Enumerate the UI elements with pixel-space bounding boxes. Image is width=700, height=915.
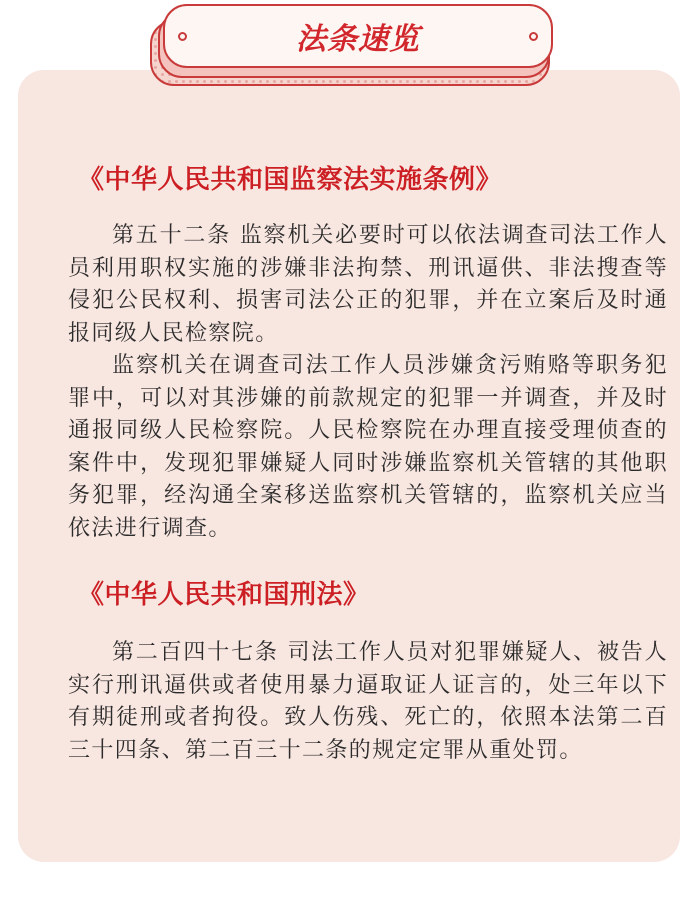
circle-dot-icon (529, 32, 538, 41)
page-title: 法条速览 (296, 22, 420, 57)
law-section-supervision-regulation (68, 160, 668, 545)
law-paragraph: 第二百四十七条 司法工作人员对犯罪嫌疑人、被告人实行刑讯逼供或者使用暴力逼取证人证言的，处三年以下有期徒刑或者拘役。致人伤残、死亡的，依照本法第二百三十四条、第二百三十二条的规定定罪从重处罚。 (68, 640, 668, 763)
article-content (68, 160, 668, 767)
law-section-criminal-law (68, 575, 668, 767)
law-paragraph: 第五十二条 监察机关必要时可以依法调查司法工作人员利用职权实施的涉嫌非法拘禁、刑讯逼供、非法搜查等侵犯公民权利、损害司法公正的犯罪，并在立案后及时通报同级人民检察院。 (68, 223, 668, 346)
law-paragraph: 监察机关在调查司法工作人员涉嫌贪污贿赂等职务犯罪中，可以对其涉嫌的前款规定的犯罪一并调查，并及时通报同级人民检察院。人民检察院在办理直接受理侦查的案件中，发现犯罪嫌疑人同时涉嫌监察机关管辖的其他职务犯罪，经沟通全案移送监察机关管辖的，监察机关应当依法进行调查。 (68, 353, 668, 541)
law-title: 《中华人民共和国刑法》 (78, 580, 370, 610)
circle-dot-icon (178, 32, 187, 41)
header-tab (163, 4, 553, 68)
law-title: 《中华人民共和国监察法实施条例》 (78, 165, 503, 195)
